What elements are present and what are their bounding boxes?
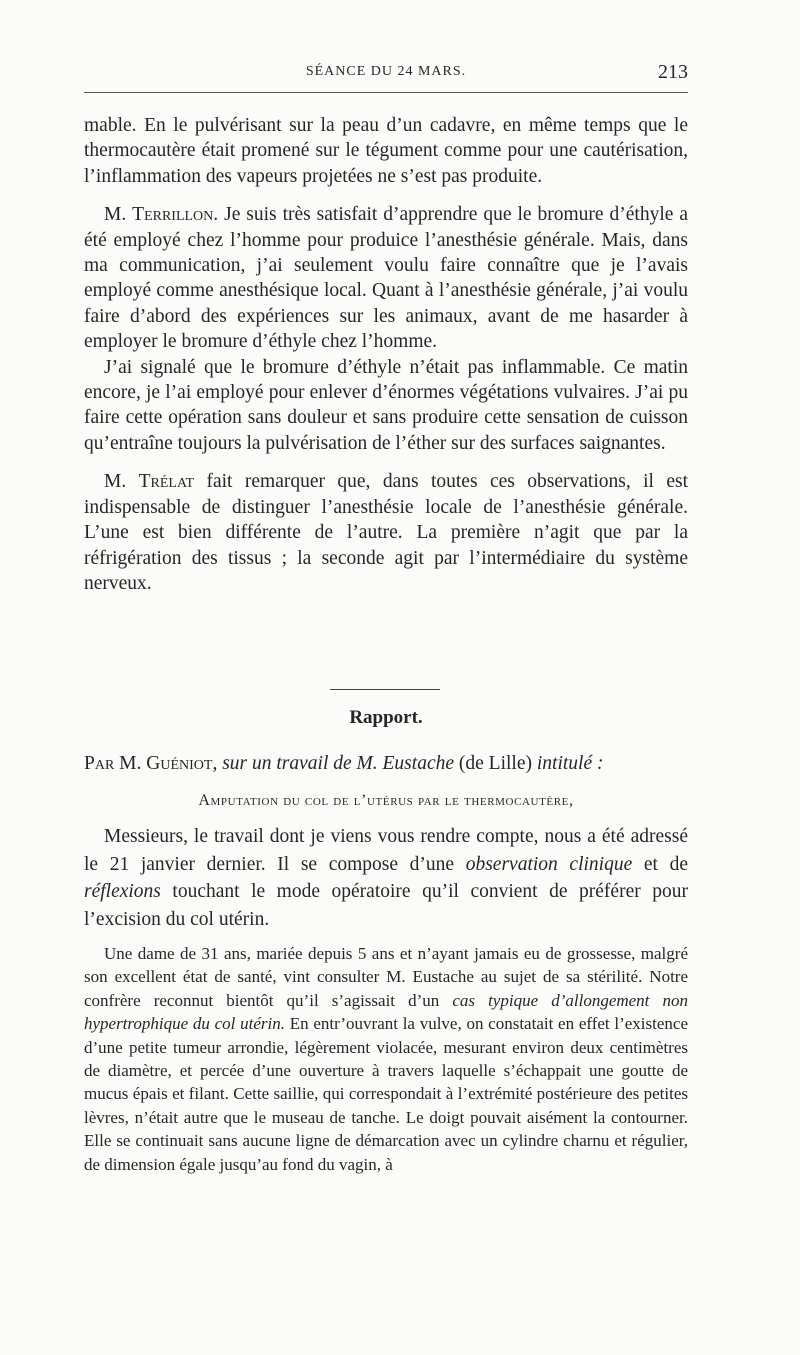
running-head	[84, 60, 688, 88]
speaker-name-terrillon: Terrillon	[132, 204, 214, 226]
terrillon-paragraph-2: J’ai signalé que le bromure d’éthyle n’était pas inflammable. Ce matin encore, je l’ai employé pour enlever d’énormes végétations vulvaires. J’ai pu faire cette opération sans douleur et sans produire cette sensation de cuisson qu’entraîne toujours la pulvérisation de l’éther sur des surfaces saignantes.	[84, 356, 688, 454]
report-subtitle: Amputation du col de l’utérus par le thermocautère,	[198, 792, 574, 809]
terrillon-paragraph-1	[84, 202, 688, 354]
report-intro-paragraph: Messieurs, le travail dont je viens vous rendre compte, nous a été adressé le 21 janvier dernier. Il se compose d’une observation clinique et de réflexions touchant le mode opératoire qu’il convient de préférer pour l’excision du col utérin.	[84, 826, 688, 930]
trelat-paragraph	[84, 469, 688, 596]
case-italic: cas typique d’allongement non hypertrophique du col utérin.	[84, 990, 688, 1034]
report-intro	[84, 823, 688, 933]
speaker-prefix: M.	[104, 471, 139, 493]
section-separator	[330, 689, 440, 690]
running-title: SÉANCE DU 24 MARS.	[305, 64, 467, 79]
section-title: Rapport.	[349, 707, 423, 728]
terrillon-text: . Je suis très satisfait d’apprendre que le bromure d’éthyle a été employé chez l’homme pour produice l’anesthésie générale. Mais, dans ma communication, j’ai seulement voulu faire connaître que je l’avais employé comme anesthésique local. Quant à l’anesthésie générale, j’ai voulu faire d’abord des expériences sur les animaux, avant de me hasarder à employer le bromure d’éthyle chez l’homme.	[84, 204, 688, 353]
speaker-name-trelat: Trélat	[138, 471, 195, 493]
discussion-text	[84, 113, 688, 596]
speaker-prefix: M.	[104, 204, 133, 226]
header-rule	[84, 92, 688, 93]
continuation-paragraph: mable. En le pulvérisant sur la peau d’un cadavre, en même temps que le thermocautère était promené sur le tégument comme pour une cautérisation, l’inflammation des vapeurs projetées ne s’est pas produite.	[84, 115, 688, 187]
case-paragraph: Une dame de 31 ans, mariée depuis 5 ans et n’ayant jamais eu de grossesse, malgré son excellent état de santé, vint consulter M. Eustache au sujet de sa stérilité. Notre confrère reconnut bientôt qu’il s’agissait d’un cas typique d’allongement non hypertrophique du col utérin. En entr’ouvrant la vulve, on constatait en effet l’existence d’une petite tumeur arrondie, légèrement violacée, mesurant environ deux centimètres de diamètre, et percée d’une ouverture à travers laquelle s’échappait une goutte de mucus épais et filant. Cette saillie, qui correspondait à l’extrémité postérieure des petites lèvres, n’était autre que le museau de tanche. Le doigt pouvait aisément la contourner. Elle se continuait sans aucune ligne de démarcation avec un cylindre charnu et régulier, de dimension égale jusqu’au fond du vagin, à	[84, 944, 688, 1174]
byline-author: Guéniot	[146, 753, 213, 774]
report-byline: Par M. Guéniot, sur un travail de M. Eustache (de Lille) intitulé :	[84, 753, 604, 774]
case-observation	[84, 942, 688, 1176]
page-number: 213	[658, 61, 688, 83]
trelat-text: fait remarquer que, dans toutes ces observations, il est indispensable de distinguer l’anesthésie locale de l’anesthésie générale. L’une est bien différente de l’autre. La première n’agit que par la réfrigération des tissus ; la seconde agit par l’intermédiaire du système nerveux.	[84, 471, 688, 594]
